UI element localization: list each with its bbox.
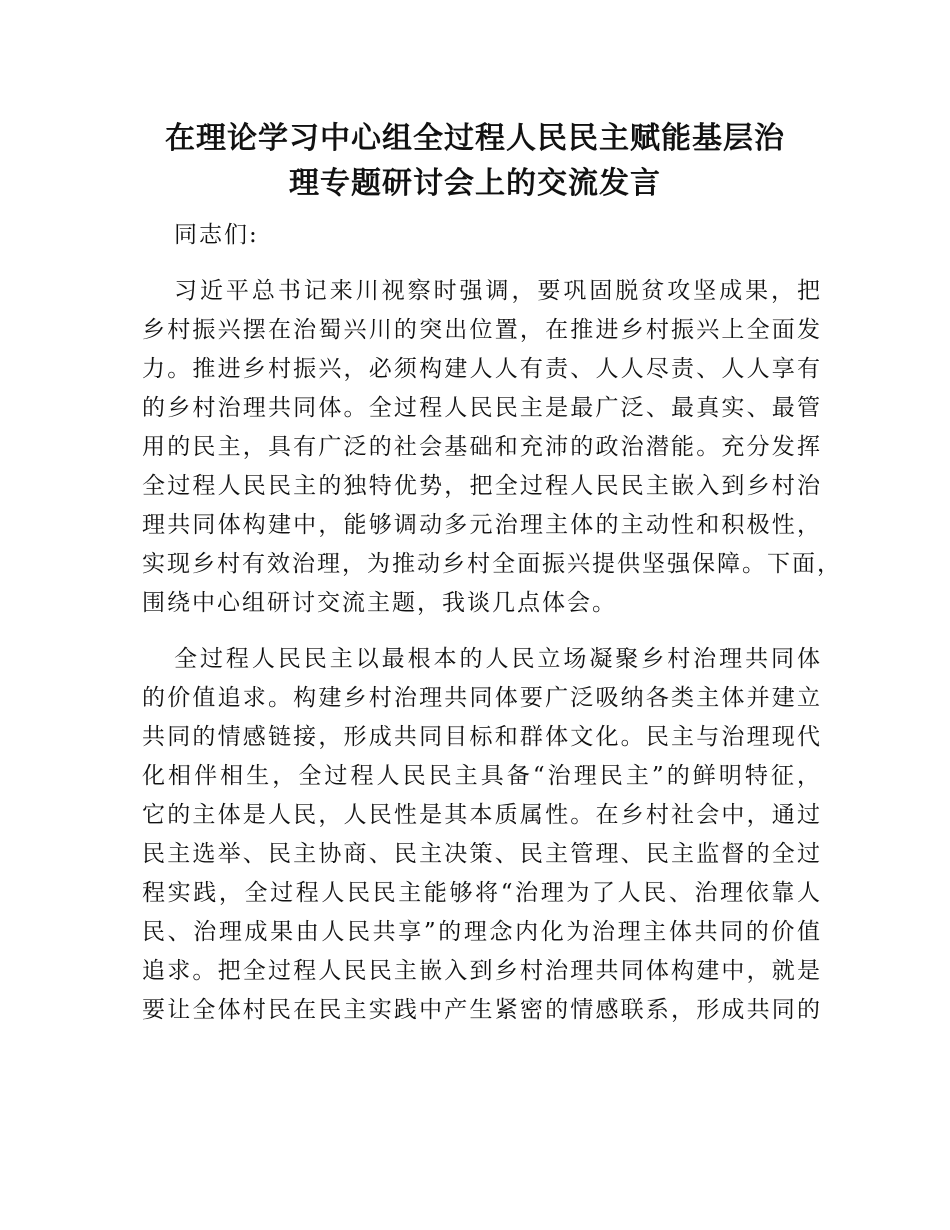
paragraph-line: 的价值追求。构建乡村治理共同体要广泛吸纳各类主体并建立 [142,685,822,711]
paragraph-line: 民、治理成果由人民共享”的理念内化为治理主体共同的价值 [142,919,822,945]
paragraph-1 [142,272,842,623]
paragraph-line: 化相伴相生，全过程人民民主具备“治理民主”的鲜明特征， [142,763,822,789]
salutation: 同志们: [174,222,259,248]
paragraph-line: 要让全体村民在民主实践中产生紧密的情感联系，形成共同的 [142,997,822,1023]
paragraph-line: 力。推进乡村振兴，必须构建人人有责、人人尽责、人人享有 [142,356,822,382]
paragraph-line: 围绕中心组研讨交流主题，我谈几点体会。 [142,590,617,616]
paragraph-2 [142,640,822,1030]
paragraph-line: 理共同体构建中，能够调动多元治理主体的主动性和积极性， [142,512,822,538]
paragraph-line: 全过程人民民主以最根本的人民立场凝聚乡村治理共同体 [174,646,822,672]
paragraph-line: 追求。把全过程人民民主嵌入到乡村治理共同体构建中，就是 [142,958,822,984]
paragraph-line: 习近平总书记来川视察时强调，要巩固脱贫攻坚成果，把 [174,278,822,304]
document-title [120,116,830,206]
title-line: 理专题研讨会上的交流发言 [289,166,661,201]
paragraph-line: 它的主体是人民，人民性是其本质属性。在乡村社会中，通过 [142,802,822,828]
paragraph-line: 民主选举、民主协商、民主决策、民主管理、民主监督的全过 [142,841,822,867]
paragraph-line: 的乡村治理共同体。全过程人民民主是最广泛、最真实、最管 [142,395,822,421]
paragraph-line: 程实践，全过程人民民主能够将“治理为了人民、治理依靠人 [142,880,822,906]
title-line: 在理论学习中心组全过程人民民主赋能基层治 [165,121,785,156]
paragraph-line: 实现乡村有效治理，为推动乡村全面振兴提供坚强保障。下面， [142,551,842,577]
document-body [142,216,842,1047]
paragraph-line: 用的民主，具有广泛的社会基础和充沛的政治潜能。充分发挥 [142,434,822,460]
paragraph-line: 共同的情感链接，形成共同目标和群体文化。民主与治理现代 [142,724,822,750]
paragraph-line: 乡村振兴摆在治蜀兴川的突出位置，在推进乡村振兴上全面发 [142,317,822,343]
paragraph-line: 全过程人民民主的独特优势，把全过程人民民主嵌入到乡村治 [142,473,822,499]
